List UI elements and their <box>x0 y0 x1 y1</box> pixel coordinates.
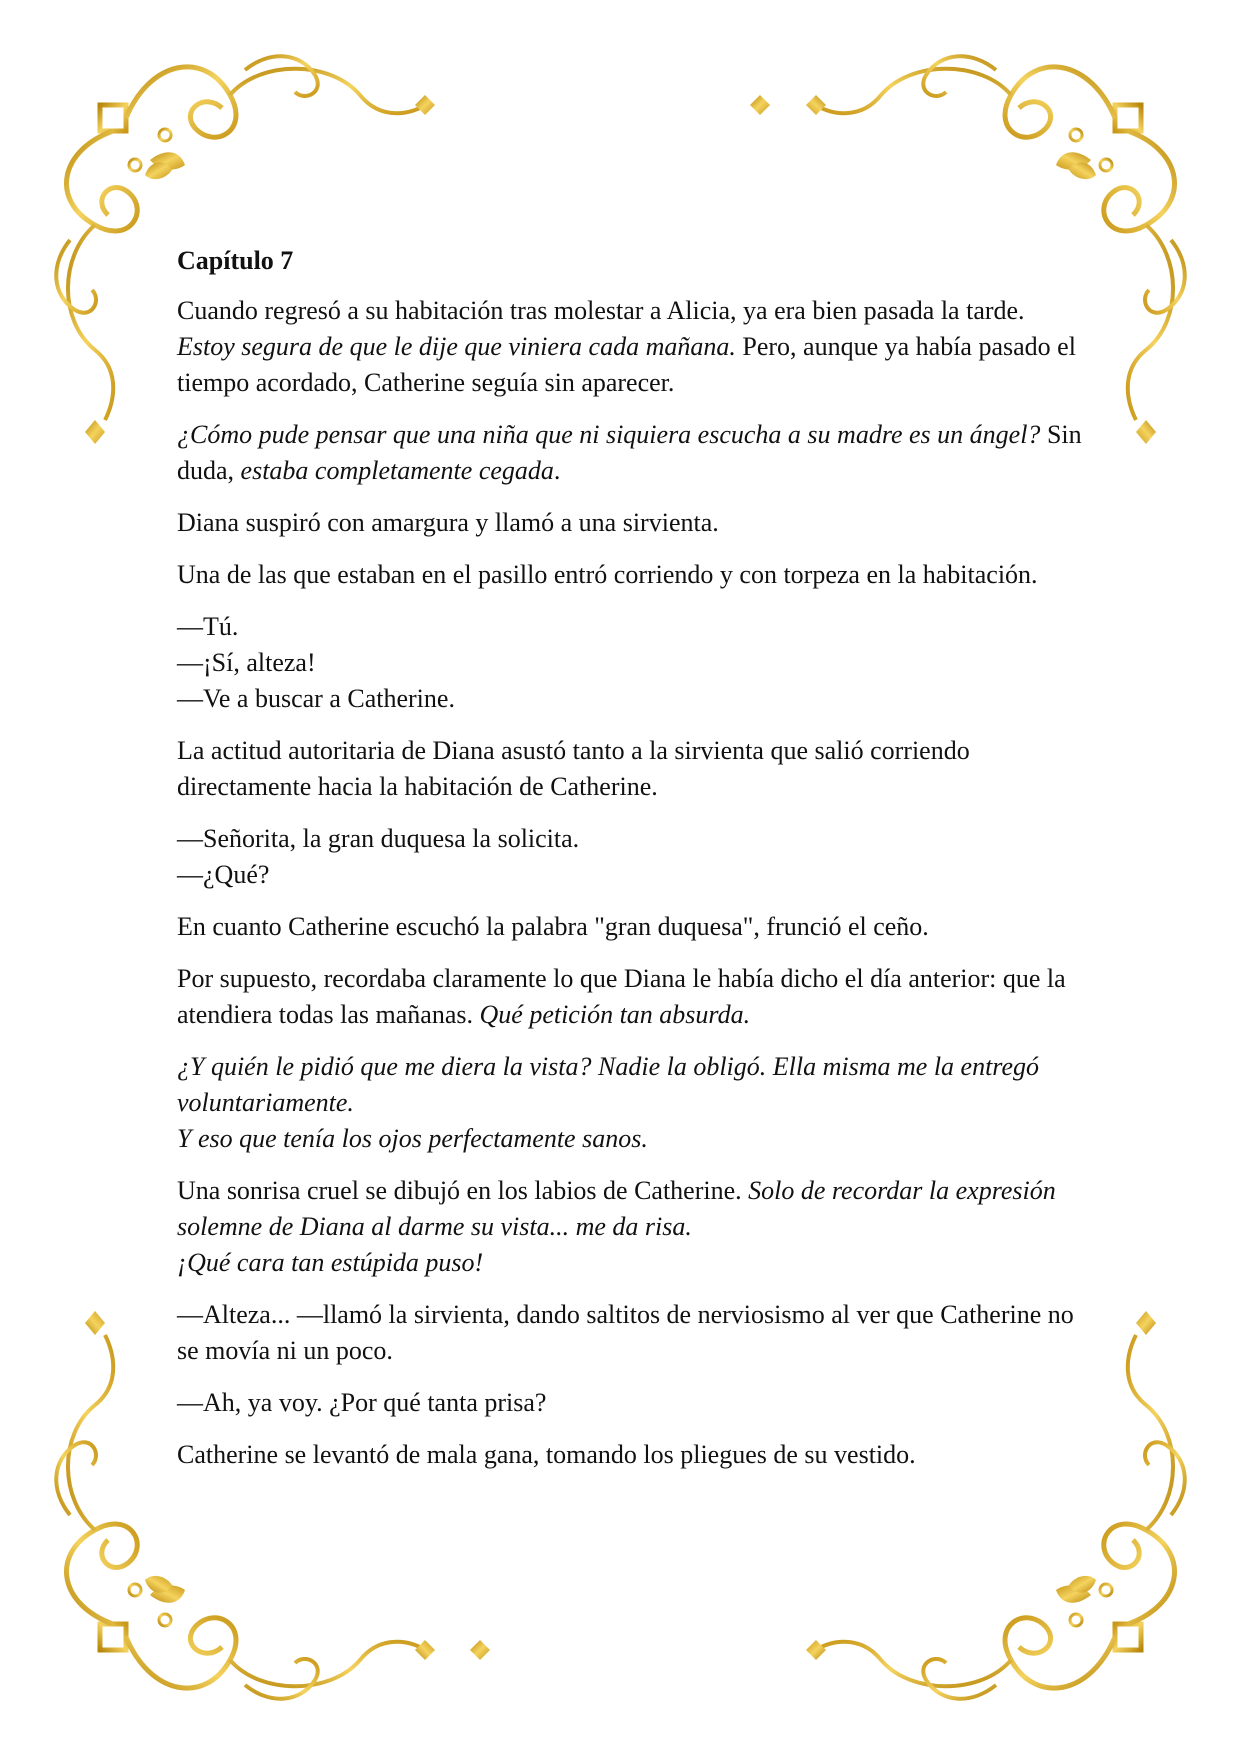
paragraph <box>177 961 1082 1033</box>
italic-thought: estaba completamente cegada <box>240 456 554 485</box>
paragraph: Diana suspiró con amargura y llamó a una sirvienta. <box>177 508 719 537</box>
narration-text: . <box>553 456 561 485</box>
paragraph <box>177 417 1082 489</box>
narration-text: Sin duda, <box>177 420 1082 485</box>
narration-text: Pero, aunque ya había pasado el tiempo acordado, Catherine seguía sin aparecer. <box>177 332 1076 397</box>
dialogue-line: —Ve a buscar a Catherine. <box>177 684 455 713</box>
paragraph <box>177 1049 1082 1157</box>
dialogue-line: —¡Sí, alteza! <box>177 648 316 677</box>
paragraph <box>177 1173 1082 1281</box>
document-body <box>177 243 1082 1489</box>
dialogue-line: —Tú. <box>177 612 239 641</box>
narration-text: Cuando regresó a su habitación tras molestar a Alicia, ya era bien pasada la tarde. <box>177 296 1025 325</box>
italic-thought: Qué petición tan absurda. <box>479 1000 751 1029</box>
italic-thought: Y eso que tenía los ojos perfectamente sanos. <box>177 1124 648 1153</box>
paragraph <box>177 293 1082 401</box>
paragraph: Catherine se levantó de mala gana, tomando los pliegues de su vestido. <box>177 1440 916 1469</box>
paragraph: En cuanto Catherine escuchó la palabra "gran duquesa", frunció el ceño. <box>177 912 929 941</box>
italic-thought: Estoy segura de que le dije que viniera cada mañana. <box>177 332 736 361</box>
italic-thought: ¡Qué cara tan estúpida puso! <box>177 1248 484 1277</box>
italic-thought: ¿Y quién le pidió que me diera la vista? Nadie la obligó. Ella misma me la entregó voluntariamente. <box>177 1052 1039 1117</box>
narration-text: Una sonrisa cruel se dibujó en los labios de Catherine. <box>177 1176 749 1205</box>
dialogue-line: —Señorita, la gran duquesa la solicita. <box>177 824 580 853</box>
dialogue-line: —¿Qué? <box>177 860 270 889</box>
frame-top-bar <box>440 95 770 115</box>
italic-thought: Solo de recordar la expresión solemne de Diana al darme su vista... me da risa. <box>177 1176 1056 1241</box>
chapter-title: Capítulo 7 <box>177 246 294 275</box>
paragraph: La actitud autoritaria de Diana asustó tanto a la sirvienta que salió corriendo directamente hacia la habitación de Catherine. <box>177 736 970 801</box>
frame-bottom-bar <box>440 1640 760 1660</box>
narration-text: Por supuesto, recordaba claramente lo que Diana le había dicho el día anterior: que la atendiera todas las mañanas. <box>177 964 1066 1029</box>
paragraph: Una de las que estaban en el pasillo entró corriendo y con torpeza en la habitación. <box>177 560 1038 589</box>
dialogue-line: —Ah, ya voy. ¿Por qué tanta prisa? <box>177 1388 547 1417</box>
italic-thought: ¿Cómo pude pensar que una niña que ni siquiera escucha a su madre es un ángel? <box>177 420 1041 449</box>
paragraph: —Alteza... —llamó la sirvienta, dando saltitos de nerviosismo al ver que Catherine no se movía ni un poco. <box>177 1300 1074 1365</box>
